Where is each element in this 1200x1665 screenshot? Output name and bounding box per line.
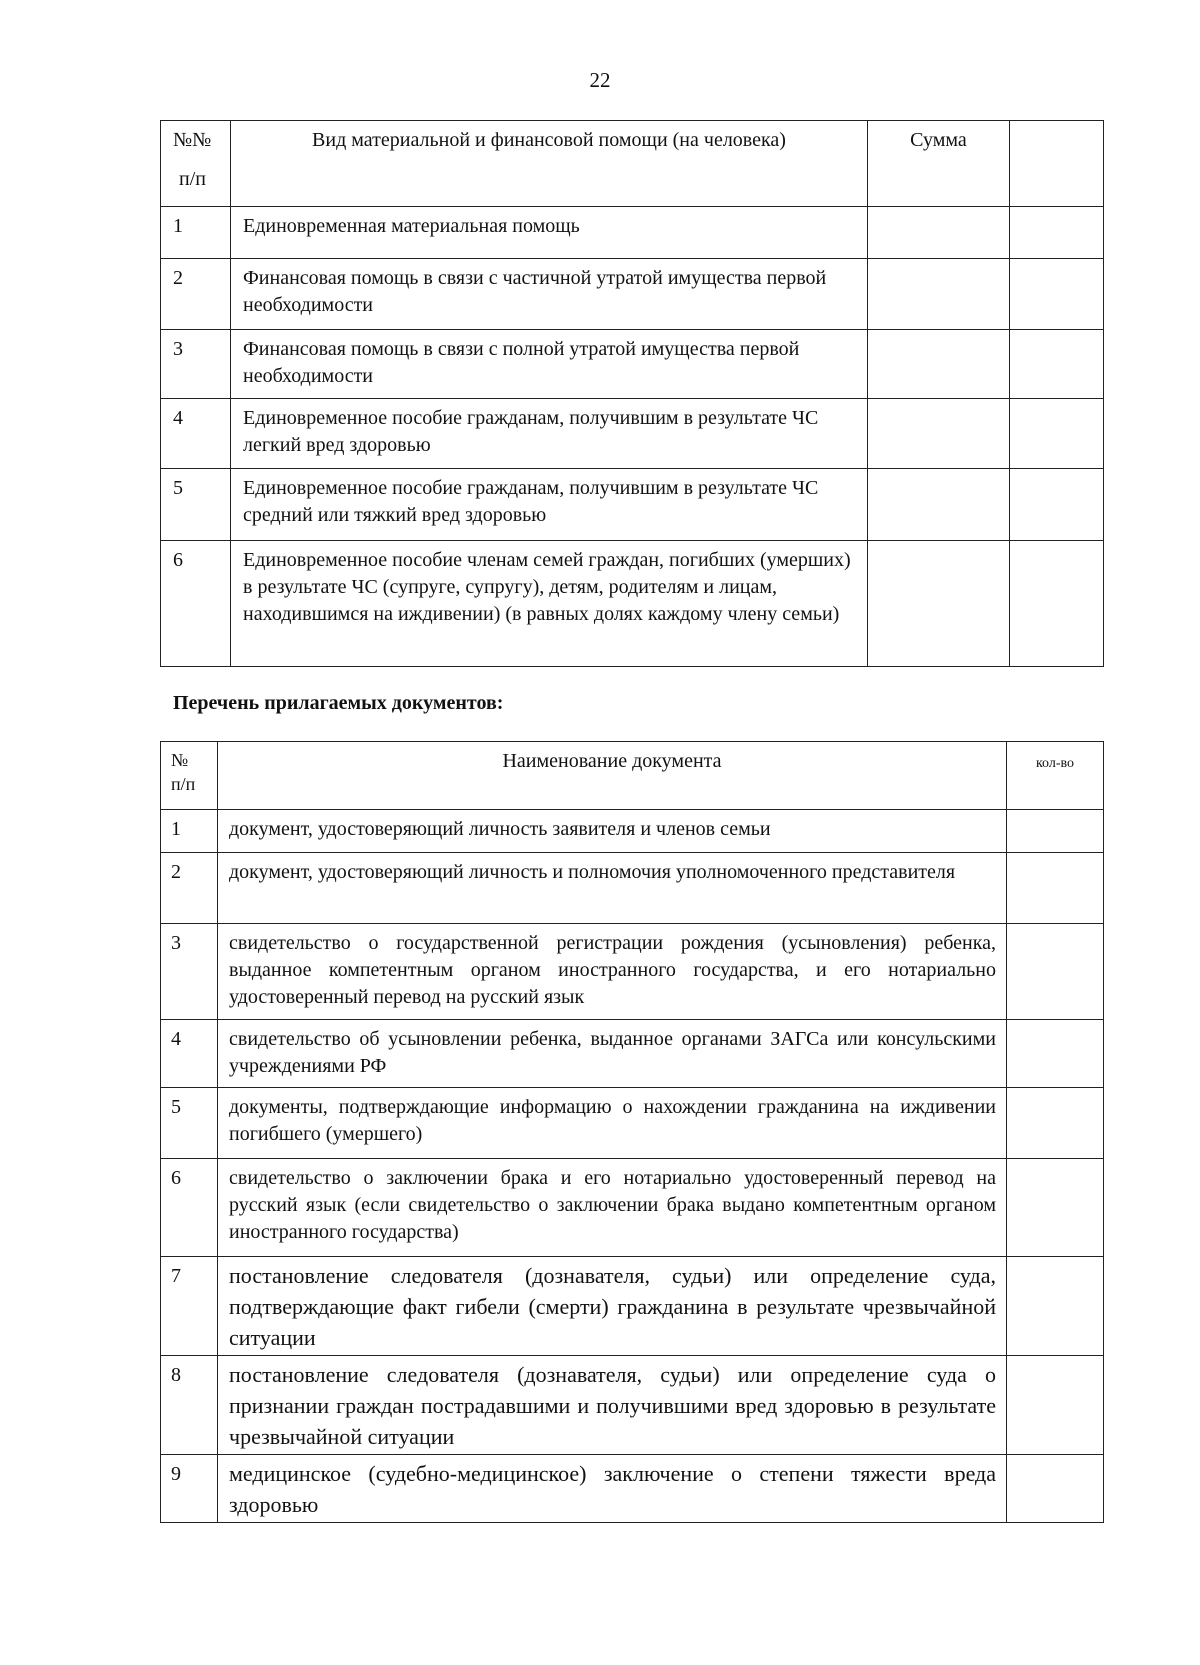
table-row <box>161 1257 1104 1356</box>
aid-table <box>160 120 1104 667</box>
aid-row-type: Единовременное пособие гражданам, получившим в результате ЧС легкий вред здоровью <box>231 399 868 469</box>
docs-row-name: документ, удостоверяющий личность и полномочия уполномоченного представителя <box>218 853 1007 924</box>
aid-table-header <box>161 121 1104 207</box>
docs-header-num-line2: п/п <box>171 774 196 794</box>
docs-row-qty-cell[interactable] <box>1007 924 1104 1020</box>
docs-row-qty-cell[interactable] <box>1007 853 1104 924</box>
docs-row-num: 7 <box>161 1257 218 1356</box>
docs-row-num: 3 <box>161 924 218 1020</box>
table-row <box>161 853 1104 924</box>
docs-row-qty-cell[interactable] <box>1007 810 1104 853</box>
docs-row-num: 1 <box>161 810 218 853</box>
table-row <box>161 259 1104 330</box>
aid-row-num: 3 <box>161 330 231 399</box>
docs-row-name: документы, подтверждающие информацию о нахождении гражданина на иждивении погибшего (умершего) <box>218 1088 1007 1159</box>
docs-table-header <box>161 742 1104 810</box>
docs-row-num: 6 <box>161 1159 218 1257</box>
aid-row-type: Единовременное пособие гражданам, получившим в результате ЧС средний или тяжкий вред здоровью <box>231 469 868 541</box>
aid-row-extra-cell <box>1010 330 1104 399</box>
table-row <box>161 924 1104 1020</box>
aid-header-extra <box>1010 121 1104 207</box>
table-row <box>161 810 1104 853</box>
page-number: 22 <box>589 68 611 92</box>
aid-row-extra-cell <box>1010 469 1104 541</box>
docs-row-name: постановление следователя (дознавателя, судьи) или определение суда о признании граждан пострадавшими и получившими вред здоровью в результате чрезвычайной ситуации <box>218 1356 1007 1455</box>
aid-header-type: Вид материальной и финансовой помощи (на человека) <box>231 121 868 207</box>
table-row <box>161 1159 1104 1257</box>
aid-row-num: 4 <box>161 399 231 469</box>
docs-row-name: документ, удостоверяющий личность заявителя и членов семьи <box>218 810 1007 853</box>
docs-header-num-line1: № <box>171 750 189 770</box>
table-row <box>161 399 1104 469</box>
docs-row-qty-cell[interactable] <box>1007 1159 1104 1257</box>
docs-row-qty-cell[interactable] <box>1007 1455 1104 1523</box>
aid-header-num <box>161 121 231 207</box>
docs-row-num: 9 <box>161 1455 218 1523</box>
aid-row-num: 6 <box>161 541 231 667</box>
aid-row-sum-cell[interactable] <box>868 259 1010 330</box>
docs-row-name: постановление следователя (дознавателя, судьи) или определение суда, подтверждающие факт гибели (смерти) гражданина в результате чрезвычайной ситуации <box>218 1257 1007 1356</box>
docs-header-num <box>161 742 218 810</box>
docs-row-num: 5 <box>161 1088 218 1159</box>
aid-row-sum-cell[interactable] <box>868 207 1010 259</box>
table-row <box>161 541 1104 667</box>
table-row <box>161 1455 1104 1523</box>
aid-row-extra-cell <box>1010 399 1104 469</box>
docs-row-name: свидетельство об усыновлении ребенка, выданное органами ЗАГСа или консульскими учреждениями РФ <box>218 1020 1007 1088</box>
aid-row-type: Единовременное пособие членам семей граждан, погибших (умерших) в результате ЧС (супруге, супругу), детям, родителям и лицам, находившимся на иждивении) (в равных долях каждому члену семьи) <box>231 541 868 667</box>
aid-row-extra-cell <box>1010 541 1104 667</box>
aid-header-num-line1: №№ <box>173 129 212 151</box>
aid-header-num-line2: п/п <box>179 168 206 190</box>
table-row <box>161 469 1104 541</box>
docs-row-num: 4 <box>161 1020 218 1088</box>
aid-row-type: Единовременная материальная помощь <box>231 207 868 259</box>
docs-row-name: свидетельство о заключении брака и его нотариально удостоверенный перевод на русский язык (если свидетельство о заключении брака выдано компетентным органом иностранного государства) <box>218 1159 1007 1257</box>
aid-row-sum-cell[interactable] <box>868 399 1010 469</box>
table-row <box>161 1356 1104 1455</box>
aid-row-num: 2 <box>161 259 231 330</box>
docs-row-qty-cell[interactable] <box>1007 1088 1104 1159</box>
docs-row-qty-cell[interactable] <box>1007 1356 1104 1455</box>
docs-row-name: свидетельство о государственной регистрации рождения (усыновления) ребенка, выданное компетентным органом иностранного государства, и его нотариально удостоверенный перевод на русский язык <box>218 924 1007 1020</box>
table-row <box>161 330 1104 399</box>
aid-row-extra-cell <box>1010 207 1104 259</box>
aid-row-extra-cell <box>1010 259 1104 330</box>
table-row <box>161 207 1104 259</box>
docs-row-name: медицинское (судебно-медицинское) заключение о степени тяжести вреда здоровью <box>218 1455 1007 1523</box>
docs-row-num: 8 <box>161 1356 218 1455</box>
table-row <box>161 1020 1104 1088</box>
docs-row-num: 2 <box>161 853 218 924</box>
aid-row-type: Финансовая помощь в связи с частичной утратой имущества первой необходимости <box>231 259 868 330</box>
docs-header-name: Наименование документа <box>218 742 1007 810</box>
aid-row-sum-cell[interactable] <box>868 541 1010 667</box>
aid-row-sum-cell[interactable] <box>868 469 1010 541</box>
table-row <box>161 1088 1104 1159</box>
aid-row-sum-cell[interactable] <box>868 330 1010 399</box>
aid-header-sum: Сумма <box>868 121 1010 207</box>
docs-header-qty: кол-во <box>1007 742 1104 810</box>
aid-row-num: 5 <box>161 469 231 541</box>
docs-row-qty-cell[interactable] <box>1007 1020 1104 1088</box>
docs-section-title: Перечень прилагаемых документов: <box>173 692 504 714</box>
docs-table <box>160 741 1104 1523</box>
docs-row-qty-cell[interactable] <box>1007 1257 1104 1356</box>
aid-row-type: Финансовая помощь в связи с полной утратой имущества первой необходимости <box>231 330 868 399</box>
aid-row-num: 1 <box>161 207 231 259</box>
